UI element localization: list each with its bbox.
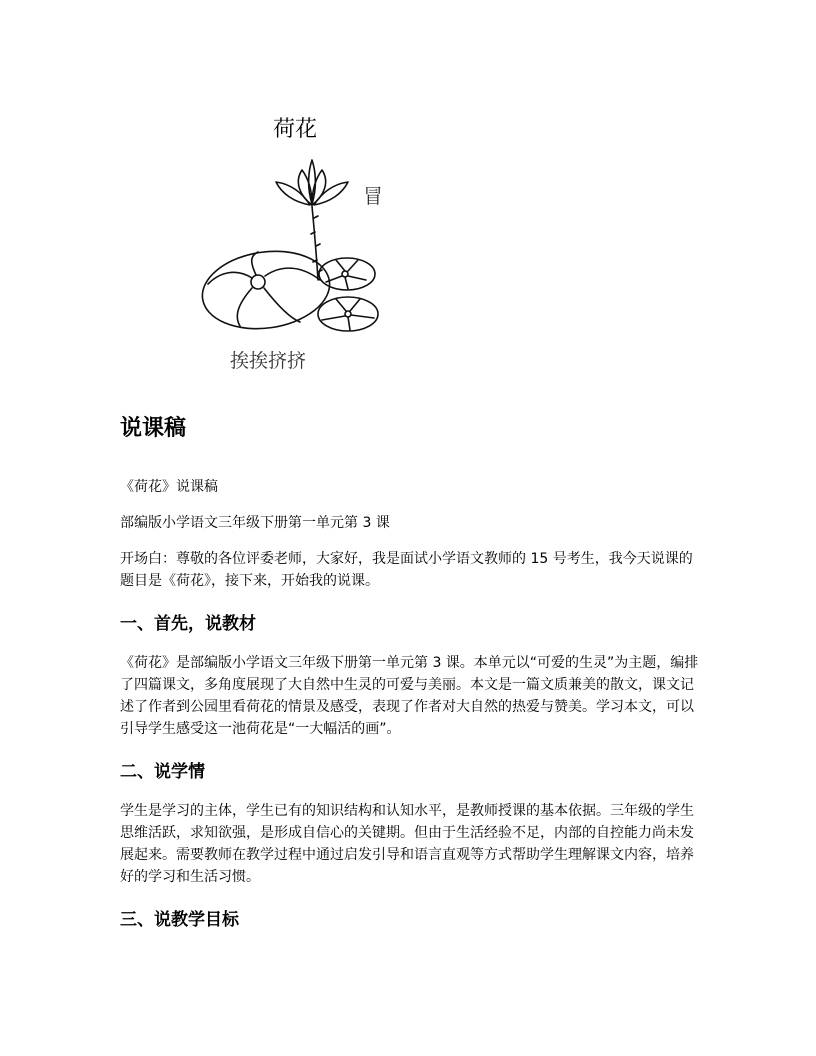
illustration-label-aiai: 挨挨挤挤 [230, 350, 307, 372]
illustration-label-mao: 冒 [363, 184, 383, 208]
lotus-illustration [190, 108, 410, 378]
doc-source: 部编版小学语文三年级下册第一单元第 3 课 [120, 515, 390, 531]
section-title-students: 二、说学情 [120, 762, 205, 782]
section-body-textbook: 《荷花》是部编版小学语文三年级下册第一单元第 3 课。本单元以“可爱的生灵”为主题，编排了四篇课文，多角度展现了大自然中生灵的可爱与美丽。本文是一篇文质兼美的散文，课文记述了作者到公园里看荷花的情景及感受，表现了作者对大自然的热爱与赞美。学习本文，可以引导学生感受这一池荷花是“一大幅活的画”。 [120, 655, 699, 737]
doc-subtitle: 《荷花》说课稿 [120, 479, 218, 495]
document-body [120, 412, 700, 948]
page-title: 说课稿 [120, 416, 187, 441]
section-title-textbook: 一、首先，说教材 [120, 614, 256, 634]
illustration-title: 荷花 [273, 117, 318, 142]
lotus-drawing-icon [190, 108, 410, 378]
section-body-students: 学生是学习的主体，学生已有的知识结构和认知水平，是教师授课的基本依据。三年级的学生思维活跃，求知欲强，是形成自信心的关键期。但由于生活经验不足，内部的自控能力尚未发展起来。需要教师在教学过程中通过启发引导和语言直观等方式帮助学生理解课文内容，培养好的学习和生活习惯。 [120, 803, 694, 885]
section-title-objectives: 三、说教学目标 [120, 910, 239, 930]
doc-intro: 开场白：尊敬的各位评委老师，大家好，我是面试小学语文教师的 15 号考生，我今天说课的题目是《荷花》，接下来，开始我的说课。 [120, 551, 693, 589]
